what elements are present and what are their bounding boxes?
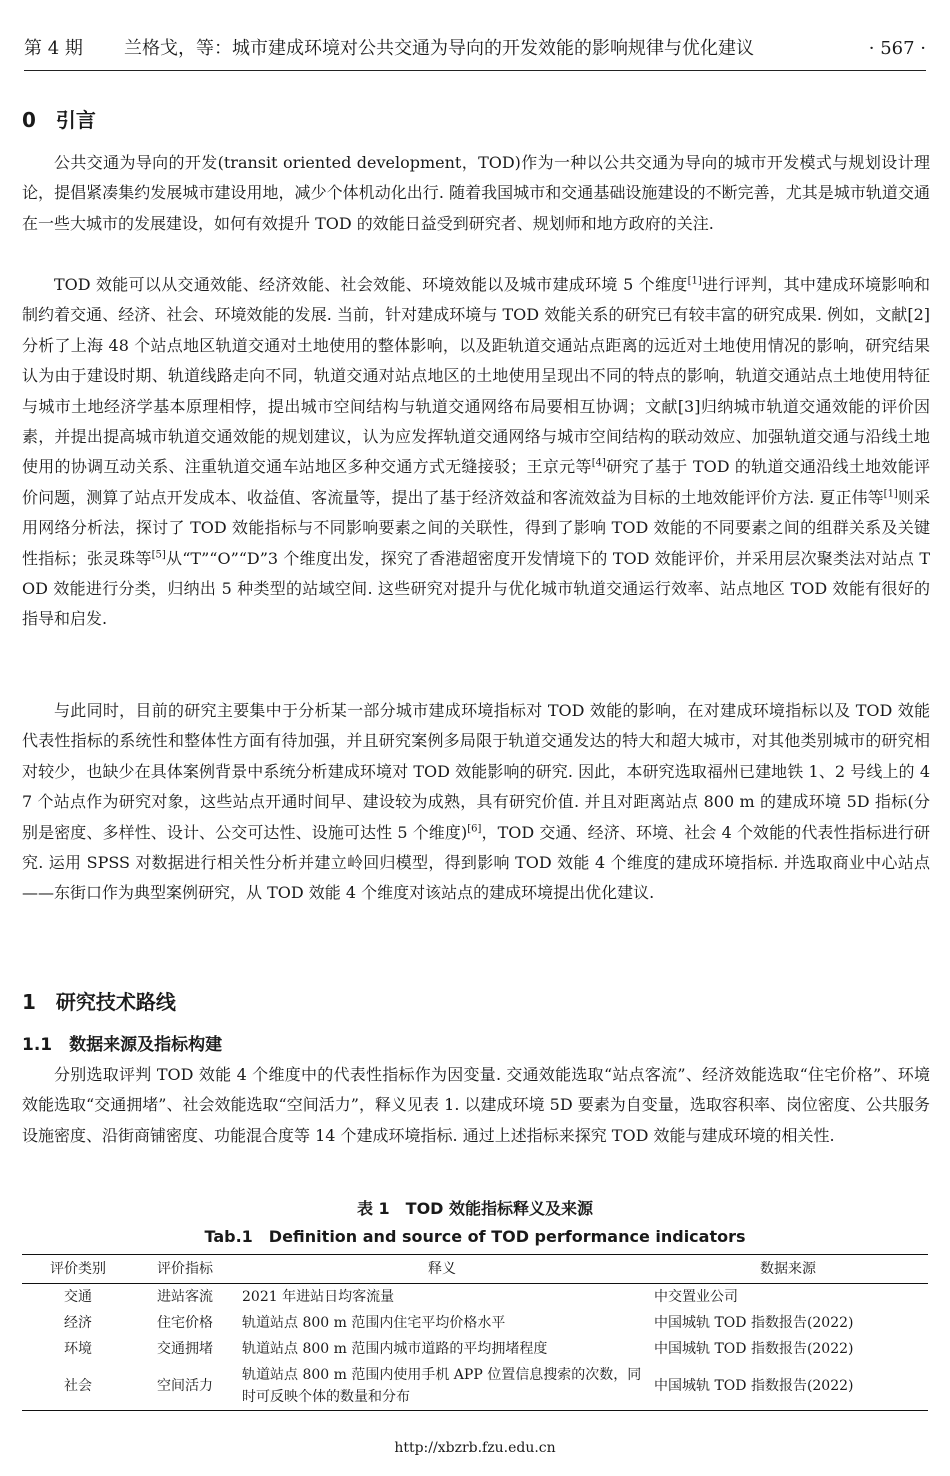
table-cell: 轨道站点 800 m 范围内城市道路的平均拥堵程度	[242, 1341, 548, 1357]
citation-ref[interactable]: [1]	[883, 488, 898, 500]
table-cell: 住宅价格	[157, 1315, 213, 1331]
text-run: ，TOD 交通、经济、环境、社会 4 个效能的代表性指标进行研究. 运用 SPSS 对数据进行相关性分析并建立岭回归模型，得到影响 TOD 效能 4 个维度的建成环境指标. 并选取商业中心站点——东街口作为典型案例研究，从 TOD 效能 4 个维度对该站点的建成环境提出优化建议.	[22, 822, 930, 903]
table-cell: 进站客流	[157, 1289, 213, 1305]
table-cell: 空间活力	[157, 1378, 213, 1394]
section-heading-introduction: 0 引言	[22, 108, 96, 132]
issue-number: 第 4 期	[24, 38, 83, 59]
table-cell: 轨道站点 800 m 范围内使用手机 APP 位置信息搜索的次数，同时可反映个体的数量和分布	[242, 1367, 642, 1405]
text-run: 进行评判，其中建成环境影响和制约着交通、经济、社会、环境效能的发展. 当前，针对建成环境与 TOD 效能关系的研究已有较丰富的研究成果. 例如，文献[2]分析了上海 48 个站点地区轨道交通对土地使用的整体影响，以及距轨道交通站点距离的远近对土地使用情况的影响，研究结果认为由于建设时期、轨道线路走向不同，轨道交通对站点地区的土地使用呈现出不同的特点的影响，轨道交通站点土地使用特征与城市土地经济学基本原理相悖，提出城市空间结构与轨道交通网络布局要相互协调；文献[3]归纳城市轨道交通效能的评价因素，并提出提高城市轨道交通效能的规划建议，认为应发挥轨道交通网络与城市空间结构的联动效应、加强轨道交通与沿线土地使用的协调互动关系、注重轨道交通车站地区多种交通方式无缝接驳；王京元等	[22, 275, 930, 477]
citation-ref[interactable]: [5]	[151, 549, 166, 561]
table-cell: 交通	[64, 1289, 92, 1305]
text-run: 从“T”“O”“D”3 个维度出发，探究了香港超密度开发情境下的 TOD 效能评价，并采用层次聚类法对站点 TOD 效能进行分类，归纳出 5 种类型的站域空间. 这些研究对提升与优化城市轨道交通运行效率、站点地区 TOD 效能有很好的指导和启发.	[22, 548, 930, 629]
intro-paragraph-2	[22, 270, 930, 635]
table-header-cell: 释义	[428, 1261, 456, 1277]
table-cell: 中国城轨 TOD 指数报告(2022)	[654, 1378, 854, 1394]
table-cell: 环境	[64, 1341, 92, 1357]
table-cell: 轨道站点 800 m 范围内住宅平均价格水平	[242, 1315, 506, 1331]
running-header	[24, 34, 926, 64]
table-cell: 交通拥堵	[157, 1341, 213, 1357]
table-header-cell: 数据来源	[760, 1261, 816, 1277]
table-cell: 社会	[64, 1378, 92, 1394]
text-run: 研究了基于 TOD 的轨道交通沿线土地效能评价问题，测算了站点开发成本、收益值、客流量等，提出了基于经济效益和客流效益为目标的土地效能评价方法. 夏正伟等	[22, 457, 930, 507]
citation-ref[interactable]: [4]	[591, 458, 606, 470]
table-row	[22, 1310, 928, 1336]
text-run: 与此同时，目前的研究主要集中于分析某一部分城市建成环境指标对 TOD 效能的影响，在对建成环境指标以及 TOD 效能代表性指标的系统性和整体性方面有待加强，并且研究案例多局限于轨道交通发达的特大和超大城市，对其他类别城市的研究相对较少，也缺少在具体案例背景中系统分析建成环境对 TOD 效能影响的研究. 因此，本研究选取福州已建地铁 1、2 号线上的 47 个站点作为研究对象，这些站点开通时间早、建设较为成熟，具有研究价值. 并且对距离站点 800 m 的建成环境 5D 指标(分别是密度、多样性、设计、公交可达性、设施可达性 5 个维度)	[22, 701, 930, 842]
subsection-heading-data: 1.1 数据来源及指标构建	[22, 1035, 223, 1055]
table-cell: 中国城轨 TOD 指数报告(2022)	[654, 1315, 854, 1331]
citation-ref[interactable]: [6]	[467, 823, 482, 835]
table-cell: 2021 年进站日均客流量	[242, 1289, 395, 1305]
table-header-cell: 评价指标	[157, 1261, 213, 1277]
table-caption-en: Tab.1 Definition and source of TOD performance indicators	[204, 1227, 746, 1246]
table-header-cell: 评价类别	[50, 1261, 106, 1277]
citation-ref[interactable]: [1]	[687, 275, 702, 287]
table-cell: 中国城轨 TOD 指数报告(2022)	[654, 1341, 854, 1357]
page-number: · 567 ·	[868, 38, 926, 59]
table-cell: 经济	[64, 1315, 92, 1331]
table-header-row	[22, 1255, 928, 1284]
section-heading-methodology: 1 研究技术路线	[22, 990, 176, 1014]
footer-url[interactable]: http://xbzrb.fzu.edu.cn	[394, 1440, 556, 1456]
table-cell: 中交置业公司	[654, 1289, 738, 1305]
header-rule	[24, 70, 926, 71]
text-run: TOD 效能可以从交通效能、经济效能、社会效能、环境效能以及城市建成环境 5 个维度	[54, 275, 688, 294]
running-title: 兰格戈，等：城市建成环境对公共交通为导向的开发效能的影响规律与优化建议	[124, 38, 754, 59]
indicator-table	[22, 1254, 928, 1411]
intro-paragraph-1: 公共交通为导向的开发(transit oriented development，TOD)作为一种以公共交通为导向的城市开发模式与规划设计理论，提倡紧凑集约发展城市建设用地，减少个体机动化出行. 随着我国城市和交通基础设施建设的不断完善，尤其是城市轨道交通在一些大城市的发展建设，如何有效提升 TOD 的效能日益受到研究者、规划师和地方政府的关注.	[22, 153, 930, 233]
table-row	[22, 1362, 928, 1411]
table-row	[22, 1336, 928, 1362]
table-row	[22, 1284, 928, 1311]
intro-paragraph-3	[22, 696, 930, 909]
methodology-paragraph-1: 分别选取评判 TOD 效能 4 个维度中的代表性指标作为因变量. 交通效能选取“站点客流”、经济效能选取“住宅价格”、环境效能选取“交通拥堵”、社会效能选取“空间活力”，释义见表 1. 以建成环境 5D 要素为自变量，选取容积率、岗位密度、公共服务设施密度、沿街商铺密度、功能混合度等 14 个建成环境指标. 通过上述指标来探究 TOD 效能与建成环境的相关性.	[22, 1065, 930, 1145]
text-run: 则采用网络分析法，探讨了 TOD 效能指标与不同影响要素之间的关联性，得到了影响 TOD 效能的不同要素之间的组群关系及关键性指标；张灵珠等	[22, 487, 930, 568]
table-caption-cn: 表 1 TOD 效能指标释义及来源	[356, 1199, 594, 1218]
